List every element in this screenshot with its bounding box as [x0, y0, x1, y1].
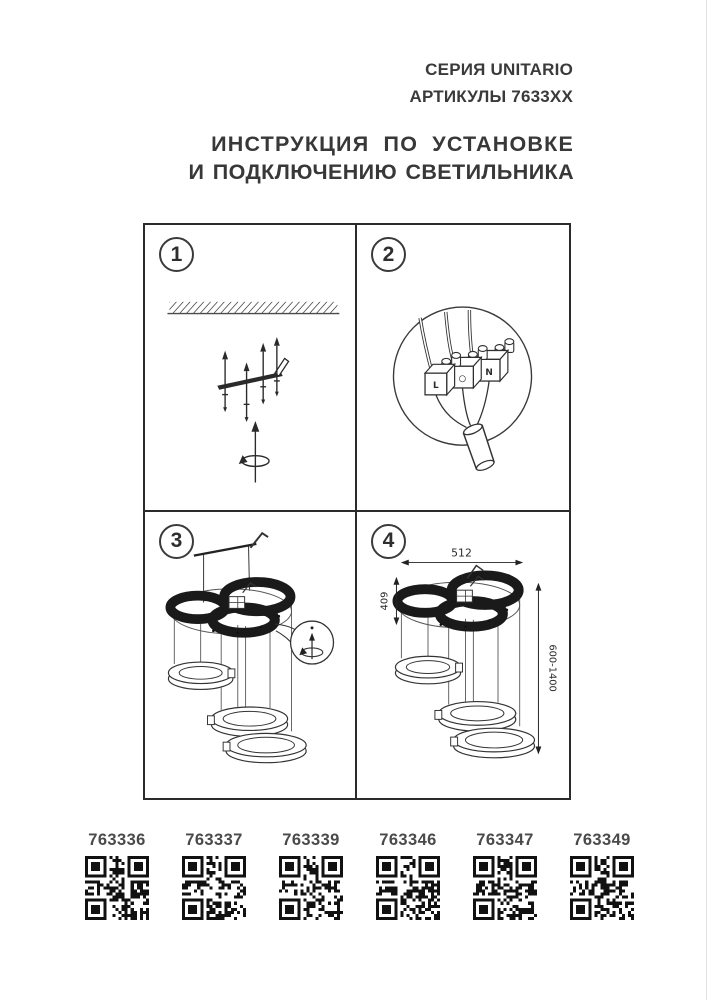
article-code: 763349 — [573, 831, 631, 849]
page-title-line2: И ПОДКЛЮЧЕНИЮ СВЕТИЛЬНИКА — [188, 160, 574, 184]
step-number-badge-3: 3 — [159, 524, 194, 559]
article-item — [278, 831, 344, 920]
article-item — [472, 831, 538, 920]
article-item — [181, 831, 247, 920]
terminal-earth-label: ○ — [458, 374, 467, 385]
page-title-line1: ИНСТРУКЦИЯ ПО УСТАНОВКЕ — [211, 132, 574, 156]
step-number-badge-1: 1 — [159, 237, 194, 272]
rotate-up-arrow — [239, 421, 269, 483]
page-title — [189, 130, 574, 186]
qr-code — [182, 856, 246, 920]
dimension-width — [402, 546, 521, 562]
terminal-n-label: N — [485, 368, 493, 379]
article-code: 763339 — [282, 831, 340, 849]
qr-code — [473, 856, 537, 920]
article-code: 763337 — [185, 831, 243, 849]
article-item — [569, 831, 635, 920]
article-code: 763346 — [379, 831, 437, 849]
step-panel-1 — [145, 225, 357, 512]
step-number-badge-4: 4 — [371, 524, 406, 559]
ceiling-hatch — [167, 302, 339, 314]
adjuster-callout — [275, 621, 334, 664]
qr-code — [570, 856, 634, 920]
dim-range-label: 600-1400 — [546, 643, 558, 692]
article-code: 763336 — [88, 831, 146, 849]
mounting-bracket-drawing — [217, 337, 288, 483]
article-codes-row — [84, 831, 635, 920]
article-item — [84, 831, 150, 920]
articles-series: АРТИКУЛЫ 7633XX — [409, 87, 573, 106]
qr-code — [85, 856, 149, 920]
document-header — [409, 56, 573, 110]
step-panel-2 — [357, 225, 569, 512]
terminal-l-label: L — [433, 380, 439, 391]
series-name: СЕРИЯ UNITARIO — [425, 60, 573, 79]
step-panel-4 — [357, 512, 569, 799]
step-panel-3 — [145, 512, 357, 799]
article-code: 763347 — [476, 831, 534, 849]
qr-code — [376, 856, 440, 920]
step-number-badge-2: 2 — [371, 237, 406, 272]
article-item — [375, 831, 441, 920]
dimension-suspension-range — [538, 584, 557, 753]
qr-code — [279, 856, 343, 920]
dim-depth-label: 409 — [379, 591, 391, 610]
dim-width-label: 512 — [451, 546, 472, 560]
instruction-steps-grid — [143, 223, 571, 800]
